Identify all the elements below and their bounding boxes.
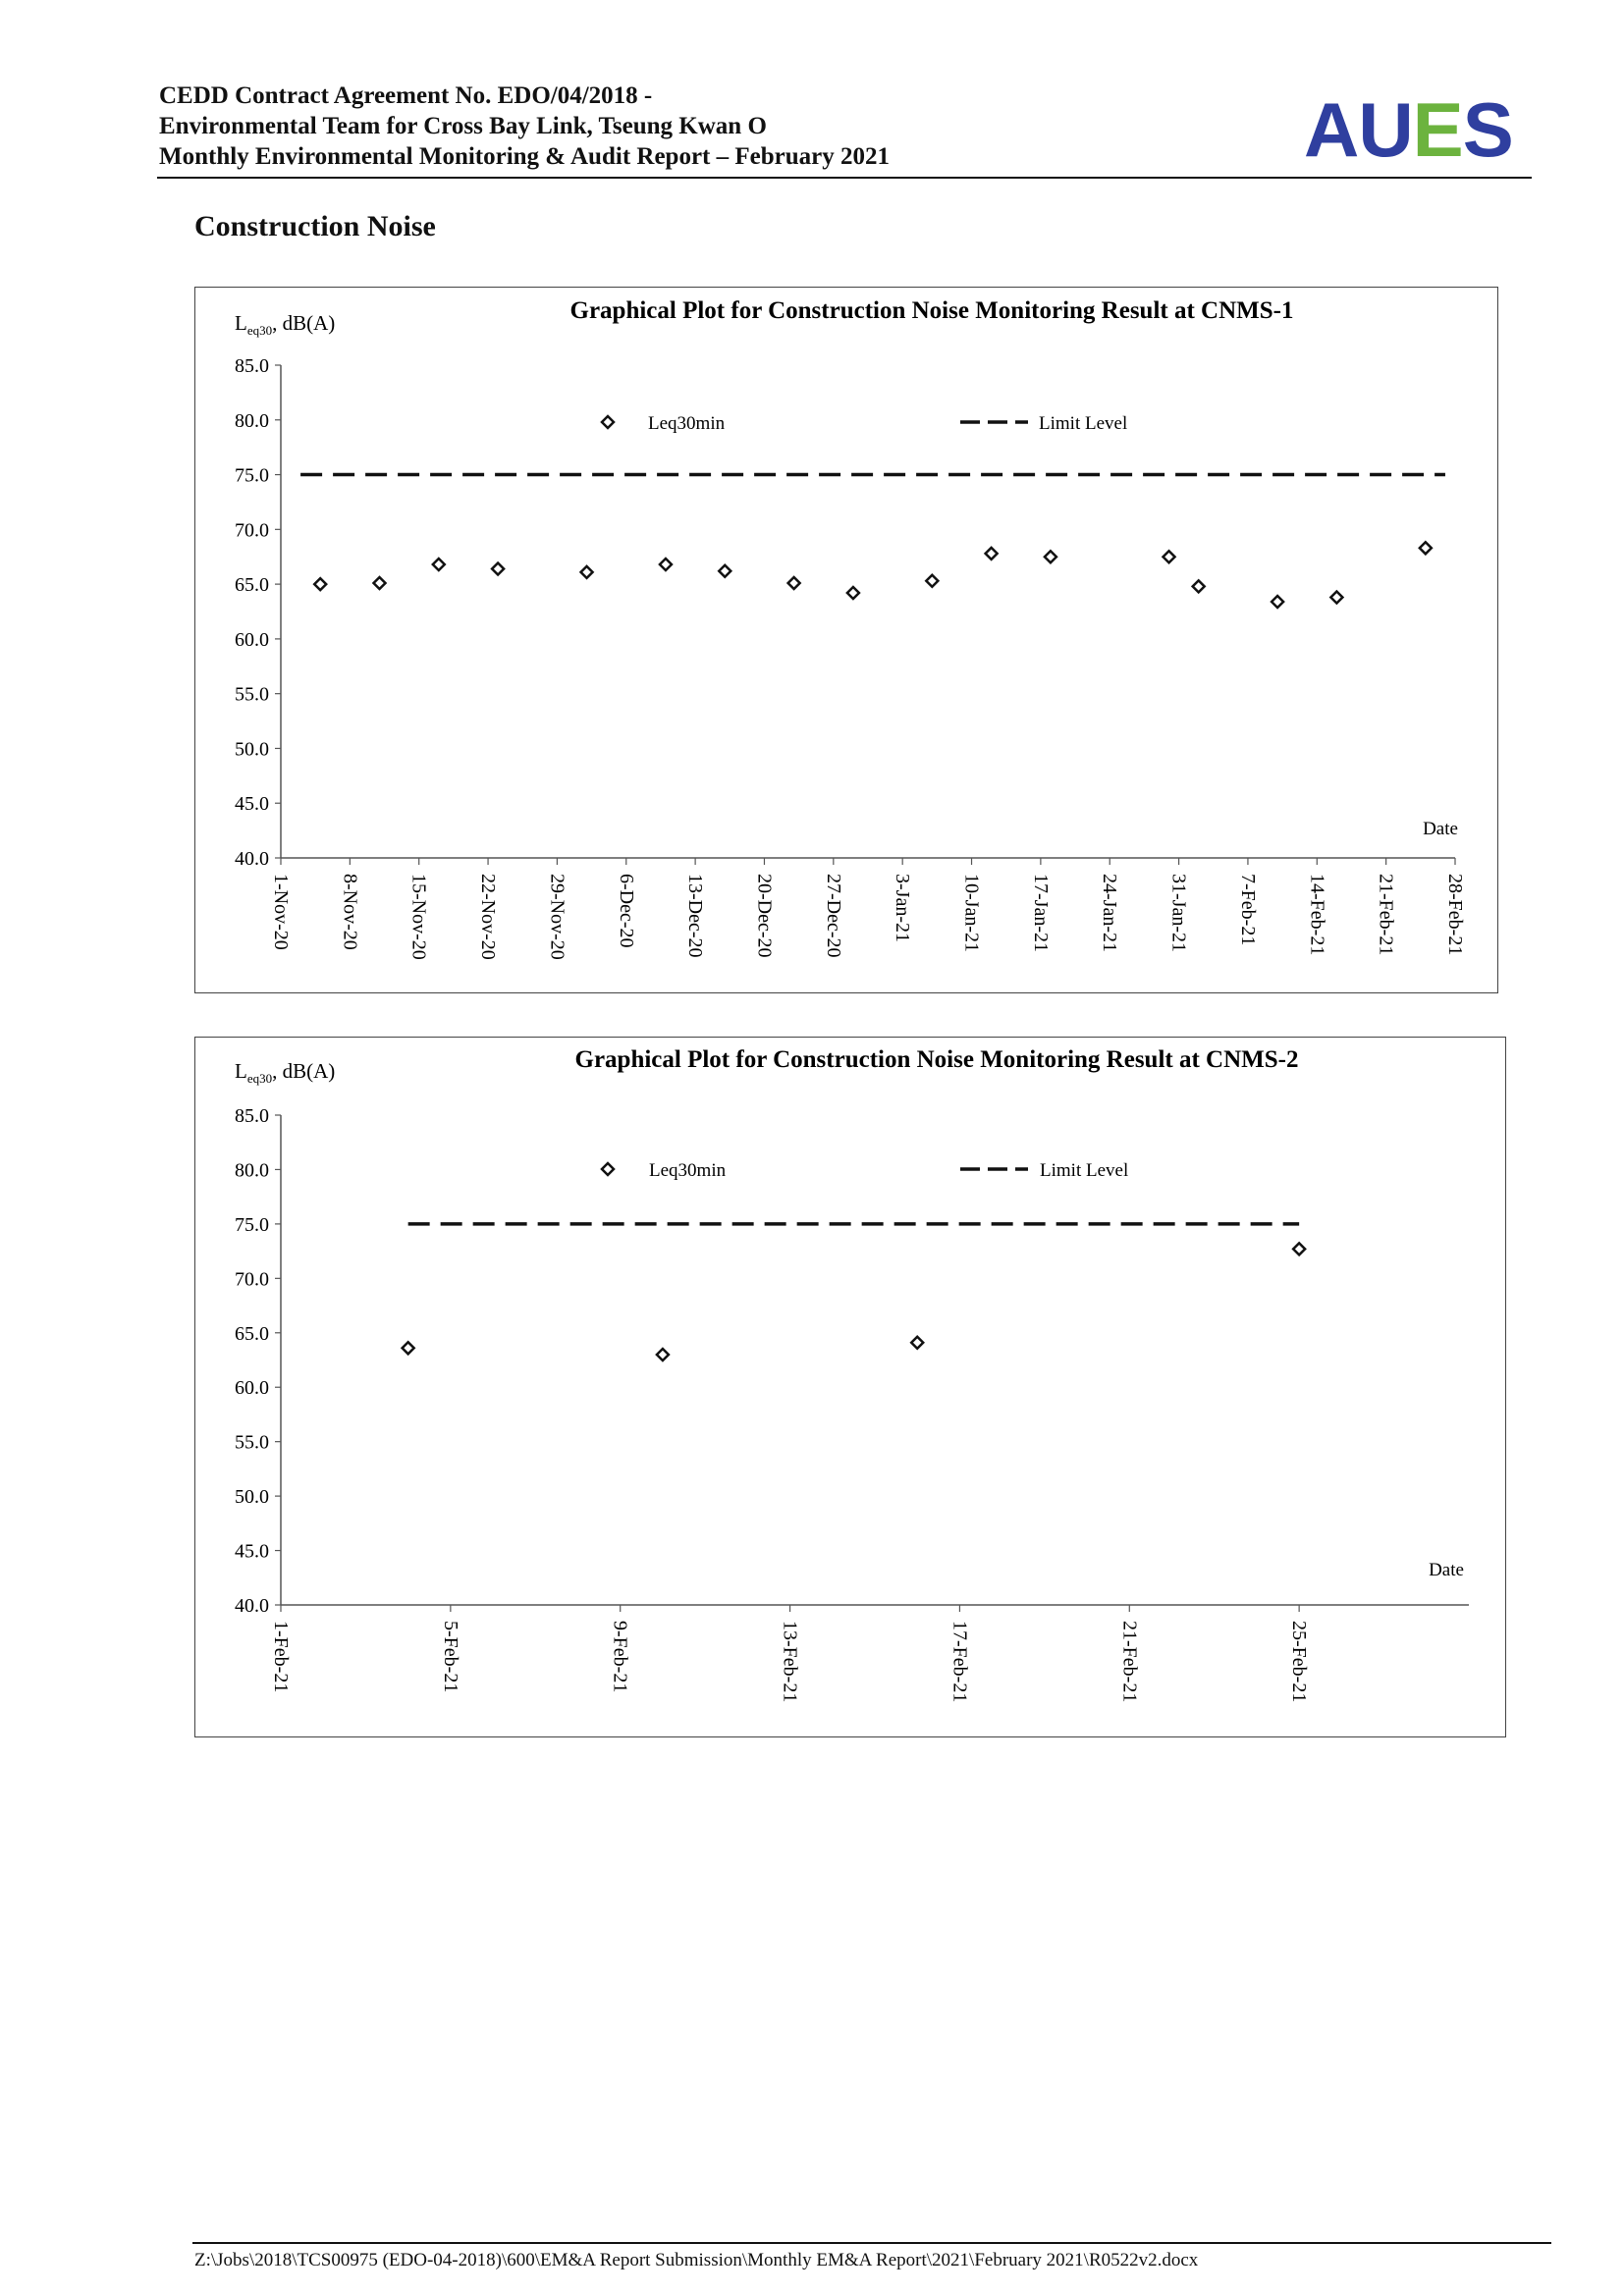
y-tick-label: 85.0 bbox=[235, 1105, 269, 1127]
y-axis-title: $L_{eq30}$, dB(A) bbox=[235, 1059, 336, 1086]
data-point-leq30min bbox=[1293, 1243, 1305, 1255]
data-point-leq30min bbox=[492, 562, 504, 574]
y-tick-label: 75.0 bbox=[235, 1213, 269, 1236]
data-point-leq30min bbox=[314, 578, 326, 590]
x-tick-label: 14-Feb-21 bbox=[1306, 874, 1328, 956]
x-tick-label: 13-Feb-21 bbox=[779, 1621, 801, 1703]
header-line-1: CEDD Contract Agreement No. EDO/04/2018 - bbox=[159, 82, 653, 109]
y-tick-label: 70.0 bbox=[235, 519, 269, 542]
x-tick-label: 27-Dec-20 bbox=[822, 874, 844, 958]
data-point-leq30min bbox=[403, 1342, 414, 1354]
data-point-leq30min bbox=[1045, 551, 1056, 562]
x-tick-label: 15-Nov-20 bbox=[407, 874, 430, 960]
y-tick-label: 85.0 bbox=[235, 355, 269, 377]
y-tick-label: 60.0 bbox=[235, 628, 269, 651]
x-tick-label: 8-Nov-20 bbox=[339, 874, 361, 950]
x-tick-label: 28-Feb-21 bbox=[1444, 874, 1466, 956]
x-tick-label: 21-Feb-21 bbox=[1375, 874, 1397, 956]
x-axis-title: Date bbox=[1423, 819, 1458, 839]
header-text bbox=[159, 80, 890, 172]
section-title: Construction Noise bbox=[194, 210, 436, 242]
chart-legend bbox=[602, 1160, 1128, 1181]
aues-logo bbox=[1304, 86, 1513, 173]
chart-cnms-1-plot bbox=[195, 288, 1497, 992]
logo-text-s: S bbox=[1462, 86, 1513, 173]
data-point-leq30min bbox=[719, 565, 731, 577]
header-divider bbox=[157, 177, 1532, 179]
x-tick-label: 20-Dec-20 bbox=[753, 874, 776, 958]
y-tick-label: 55.0 bbox=[235, 683, 269, 706]
data-point-leq30min bbox=[660, 559, 672, 570]
x-tick-label: 17-Jan-21 bbox=[1029, 874, 1052, 952]
chart-cnms-2-plot bbox=[195, 1038, 1505, 1736]
y-tick-label: 50.0 bbox=[235, 738, 269, 761]
page-header bbox=[157, 80, 1532, 179]
x-tick-label: 25-Feb-21 bbox=[1288, 1621, 1311, 1703]
x-tick-label: 5-Feb-21 bbox=[439, 1621, 461, 1693]
data-point-leq30min bbox=[847, 587, 859, 599]
data-point-leq30min bbox=[657, 1349, 669, 1361]
chart-cnms-1 bbox=[194, 287, 1498, 993]
logo-text-au: AU bbox=[1304, 86, 1413, 173]
x-tick-label: 29-Nov-20 bbox=[546, 874, 568, 960]
legend-label-leq30min: Leq30min bbox=[648, 413, 726, 434]
x-tick-label: 17-Feb-21 bbox=[948, 1621, 971, 1703]
y-tick-label: 55.0 bbox=[235, 1431, 269, 1454]
x-tick-label: 31-Jan-21 bbox=[1167, 874, 1190, 952]
footer-file-path: Z:\Jobs\2018\TCS00975 (EDO-04-2018)\600\EM&A Report Submission\Monthly EM&A Report\2021\February 2021\R0522v2.docx bbox=[194, 2250, 1199, 2270]
y-tick-label: 75.0 bbox=[235, 464, 269, 487]
x-tick-label: 7-Feb-21 bbox=[1236, 874, 1259, 946]
data-point-leq30min bbox=[1164, 551, 1175, 562]
data-point-leq30min bbox=[581, 566, 593, 578]
y-tick-label: 40.0 bbox=[235, 848, 269, 870]
legend-label-limit-level: Limit Level bbox=[1039, 413, 1128, 434]
data-point-leq30min bbox=[1272, 596, 1283, 608]
y-tick-label: 80.0 bbox=[235, 1159, 269, 1182]
y-tick-label: 60.0 bbox=[235, 1377, 269, 1400]
chart-legend bbox=[602, 413, 1127, 434]
x-tick-label: 13-Dec-20 bbox=[684, 874, 707, 958]
data-point-leq30min bbox=[788, 577, 800, 589]
x-tick-label: 1-Nov-20 bbox=[270, 874, 292, 950]
data-point-leq30min bbox=[1193, 580, 1205, 592]
data-point-leq30min bbox=[911, 1337, 923, 1349]
legend-label-leq30min: Leq30min bbox=[649, 1160, 727, 1181]
chart-title: Graphical Plot for Construction Noise Monitoring Result at CNMS-1 bbox=[569, 297, 1294, 324]
x-tick-label: 1-Feb-21 bbox=[270, 1621, 292, 1693]
x-tick-label: 21-Feb-21 bbox=[1118, 1621, 1141, 1703]
y-tick-label: 70.0 bbox=[235, 1268, 269, 1291]
logo-text-e: E bbox=[1412, 86, 1463, 173]
x-tick-label: 3-Jan-21 bbox=[892, 874, 914, 942]
y-tick-label: 50.0 bbox=[235, 1486, 269, 1509]
y-axis-title: $L_{eq30}$, dB(A) bbox=[235, 311, 336, 338]
y-tick-label: 65.0 bbox=[235, 1322, 269, 1345]
y-tick-label: 45.0 bbox=[235, 1540, 269, 1563]
x-tick-label: 9-Feb-21 bbox=[609, 1621, 631, 1693]
data-point-leq30min bbox=[433, 559, 445, 570]
data-point-leq30min bbox=[1420, 542, 1432, 554]
legend-label-limit-level: Limit Level bbox=[1040, 1160, 1129, 1181]
header-line-3: Monthly Environmental Monitoring & Audit Report – February 2021 bbox=[159, 143, 890, 170]
y-tick-label: 45.0 bbox=[235, 793, 269, 816]
footer-divider bbox=[192, 2242, 1551, 2244]
x-tick-label: 22-Nov-20 bbox=[477, 874, 500, 960]
data-point-leq30min bbox=[1330, 591, 1342, 603]
y-tick-label: 40.0 bbox=[235, 1595, 269, 1617]
x-axis-title: Date bbox=[1429, 1560, 1464, 1580]
legend-marker-leq30min bbox=[602, 1163, 614, 1175]
data-point-leq30min bbox=[926, 575, 938, 587]
y-tick-label: 65.0 bbox=[235, 574, 269, 597]
x-tick-label: 6-Dec-20 bbox=[615, 874, 637, 948]
legend-marker-leq30min bbox=[602, 416, 614, 428]
data-point-leq30min bbox=[374, 577, 386, 589]
x-tick-label: 10-Jan-21 bbox=[960, 874, 983, 952]
y-tick-label: 80.0 bbox=[235, 409, 269, 432]
chart-title: Graphical Plot for Construction Noise Monitoring Result at CNMS-2 bbox=[574, 1046, 1299, 1073]
chart-cnms-2 bbox=[194, 1037, 1506, 1737]
data-point-leq30min bbox=[986, 548, 998, 560]
header-line-2: Environmental Team for Cross Bay Link, Tseung Kwan O bbox=[159, 113, 767, 139]
x-tick-label: 24-Jan-21 bbox=[1099, 874, 1121, 952]
